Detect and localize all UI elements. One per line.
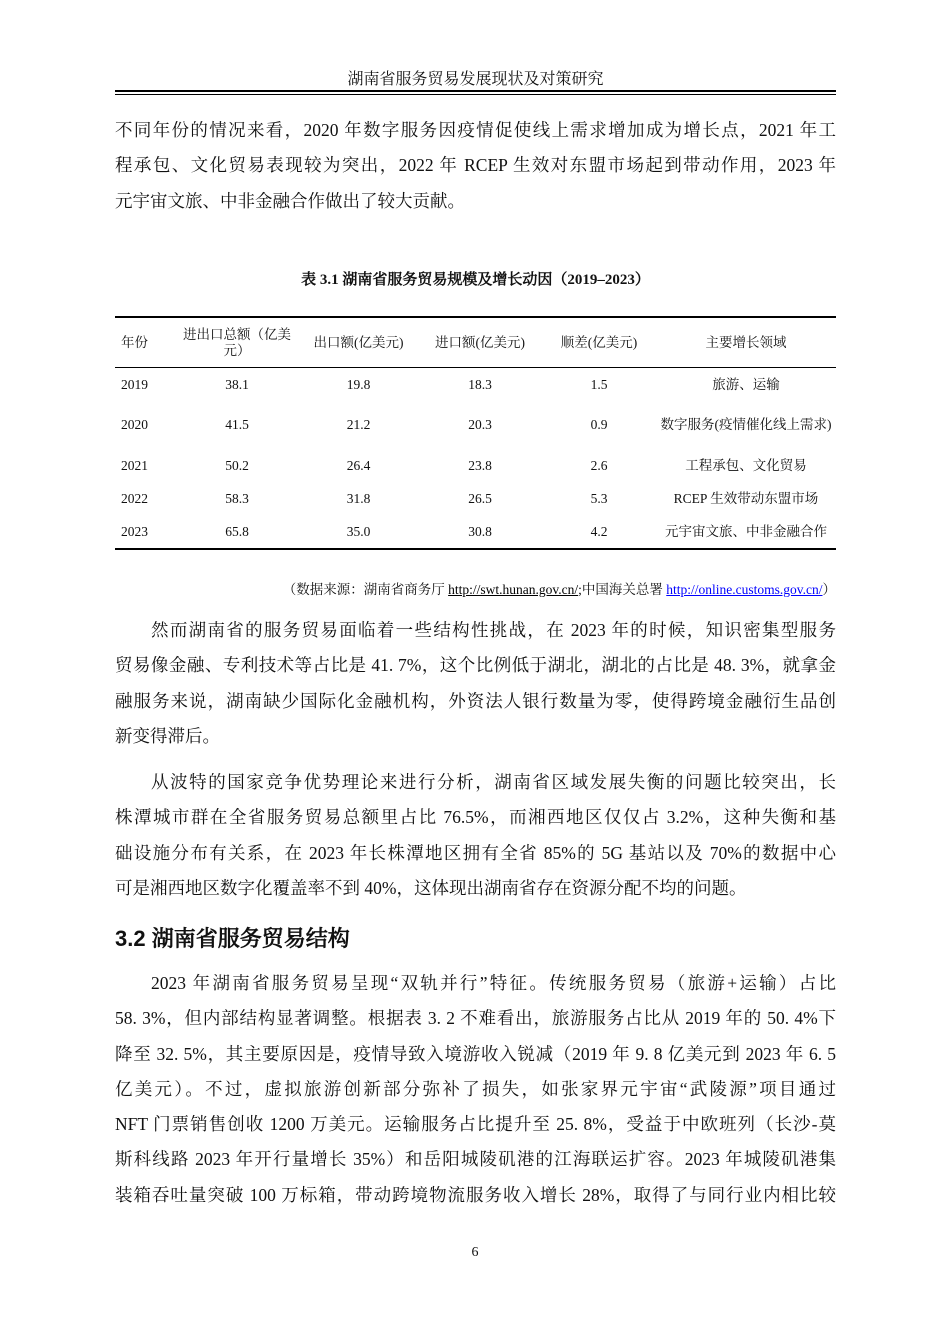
table-cell: 31.8 xyxy=(346,490,371,506)
column-header: 进出口总额（亿美元） xyxy=(183,326,291,358)
source-suffix: ） xyxy=(822,582,836,597)
column-header: 出口额(亿美元) xyxy=(313,334,404,350)
text-line: 贸易像金融、专利技术等占比是 41. 7%，这个比例低于湖北，湖北的占比是 48. 3%，就拿金 xyxy=(115,655,836,676)
column-header: 进口额(亿美元) xyxy=(435,334,525,350)
table-row xyxy=(115,368,836,402)
table-row xyxy=(115,482,836,515)
table-cell: 1.5 xyxy=(590,376,608,392)
table-cell: 26.5 xyxy=(468,490,492,506)
table-cell: 2.6 xyxy=(590,457,608,473)
text-line: NFT 门票销售创收 1200 万美元。运输服务占比提升至 25. 8%，受益于中欧班列（长沙-莫 xyxy=(115,1114,836,1135)
source-prefix: （数据来源：湖南省商务厅 xyxy=(282,582,449,597)
source-link-hunan[interactable]: http://swt.hunan.gov.cn/ xyxy=(448,582,579,597)
table-cell: 58.3 xyxy=(225,490,249,506)
text-line: 从波特的国家竞争优势理论来进行分析，湖南省区域发展失衡的问题比较突出，长 xyxy=(151,772,836,792)
text-line: 亿美元）。不过，虚拟旅游创新部分弥补了损失，如张家界元宇宙“武陵源”项目通过 xyxy=(115,1078,836,1099)
table-row xyxy=(115,515,836,549)
source-link-customs[interactable]: http://online.customs.gov.cn/ xyxy=(666,582,823,597)
table-cell: 旅游、运输 xyxy=(712,376,780,392)
table-cell: 21.2 xyxy=(346,417,371,432)
table-cell: 41.5 xyxy=(225,417,249,432)
text-line: 础设施分布有关系，在 2023 年长株潭地区拥有全省 85%的 5G 基站以及 70%的数据中心 xyxy=(115,842,836,863)
table-cell: 35.0 xyxy=(346,523,371,539)
running-header: 湖南省服务贸易发展现状及对策研究 xyxy=(347,71,604,88)
table-cell: 23.8 xyxy=(468,457,492,473)
text-line: 元宇宙文旅、中非金融合作做出了较大贡献。 xyxy=(115,190,465,211)
table-cell: 工程承包、文化贸易 xyxy=(685,457,807,473)
paragraph xyxy=(115,966,836,1213)
data-table xyxy=(115,316,836,550)
table-cell: 4.2 xyxy=(590,523,608,539)
column-header: 年份 xyxy=(121,334,148,350)
data-source-note xyxy=(283,578,836,598)
table-cell: 20.3 xyxy=(468,417,492,432)
table-cell: 65.8 xyxy=(225,523,249,539)
paragraph xyxy=(115,613,836,754)
text-line: 58. 3%，但内部结构显著调整。根据表 3. 2 不难看出，旅游服务占比从 2019 年的 50. 4%下 xyxy=(115,1008,836,1029)
column-header: 主要增长领域 xyxy=(705,334,787,350)
text-line: 不同年份的情况来看，2020 年数字服务因疫情促使线上需求增加成为增长点，2021 年工 xyxy=(115,120,836,140)
table-row xyxy=(115,449,836,482)
table-cell: 0.9 xyxy=(590,417,608,432)
text-line: 程承包、文化贸易表现较为突出，2022 年 RCEP 生效对东盟市场起到带动作用，2023 年 xyxy=(115,155,836,176)
table-cell: 50.2 xyxy=(225,457,249,473)
table-cell: 19.8 xyxy=(346,376,371,392)
table-cell: 38.1 xyxy=(225,376,249,392)
text-line: 斯科线路 2023 年开行量增长 35%）和岳阳城陵矶港的江海联运扩容。2023 年城陵矶港集 xyxy=(115,1149,836,1170)
table-cell: 2021 xyxy=(121,457,148,473)
table-cell: 2019 xyxy=(121,376,148,392)
table-cell: 30.8 xyxy=(468,523,492,539)
text-line: 装箱吞吐量突破 100 万标箱，带动跨境物流服务收入增长 28%，取得了与同行业内相比较 xyxy=(115,1184,836,1205)
text-line: 新变得滞后。 xyxy=(115,725,220,746)
text-line: 株潭城市群在全省服务贸易总额里占比 76.5%，而湘西地区仅仅占 3.2%，这种失衡和基 xyxy=(115,807,836,828)
source-middle: ;中国海关总署 xyxy=(578,582,667,597)
table-cell: 18.3 xyxy=(468,376,492,392)
section-heading: 3.2 湖南省服务贸易结构 xyxy=(115,926,350,951)
text-line: 2023 年湖南省服务贸易呈现“双轨并行”特征。传统服务贸易（旅游+运输）占比 xyxy=(151,973,836,993)
column-header: 顺差(亿美元) xyxy=(560,334,638,350)
table-row xyxy=(115,401,836,449)
table-cell: 5.3 xyxy=(590,490,608,506)
table-header-row xyxy=(115,317,836,368)
table-cell: 26.4 xyxy=(346,457,371,473)
table-cell: 2020 xyxy=(121,417,148,432)
table-cell: 元宇宙文旅、中非金融合作 xyxy=(665,523,827,539)
table-caption: 表 3.1 湖南省服务贸易规模及增长动因（2019–2023） xyxy=(301,272,650,288)
text-line: 融服务来说，湖南缺少国际化金融机构，外资法人银行数量为零，使得跨境金融衍生品创 xyxy=(115,690,836,711)
paragraph xyxy=(115,113,836,219)
text-line: 然而湖南省的服务贸易面临着一些结构性挑战，在 2023 年的时候，知识密集型服务 xyxy=(151,620,836,640)
table-cell: RCEP 生效带动东盟市场 xyxy=(673,490,819,506)
header-divider xyxy=(115,90,836,95)
table-cell: 数字服务(疫情催化线上需求) xyxy=(660,417,832,432)
table-cell: 2023 xyxy=(121,523,148,539)
text-line: 降至 32. 5%，其主要原因是，疫情导致入境游收入锐减（2019 年 9. 8 亿美元到 2023 年 6. 5 xyxy=(115,1043,836,1064)
table-cell: 2022 xyxy=(121,490,148,506)
text-line: 可是湘西地区数字化覆盖率不到 40%，这体现出湖南省存在资源分配不均的问题。 xyxy=(115,877,747,898)
page-number: 6 xyxy=(471,1245,479,1260)
paragraph xyxy=(115,765,836,906)
